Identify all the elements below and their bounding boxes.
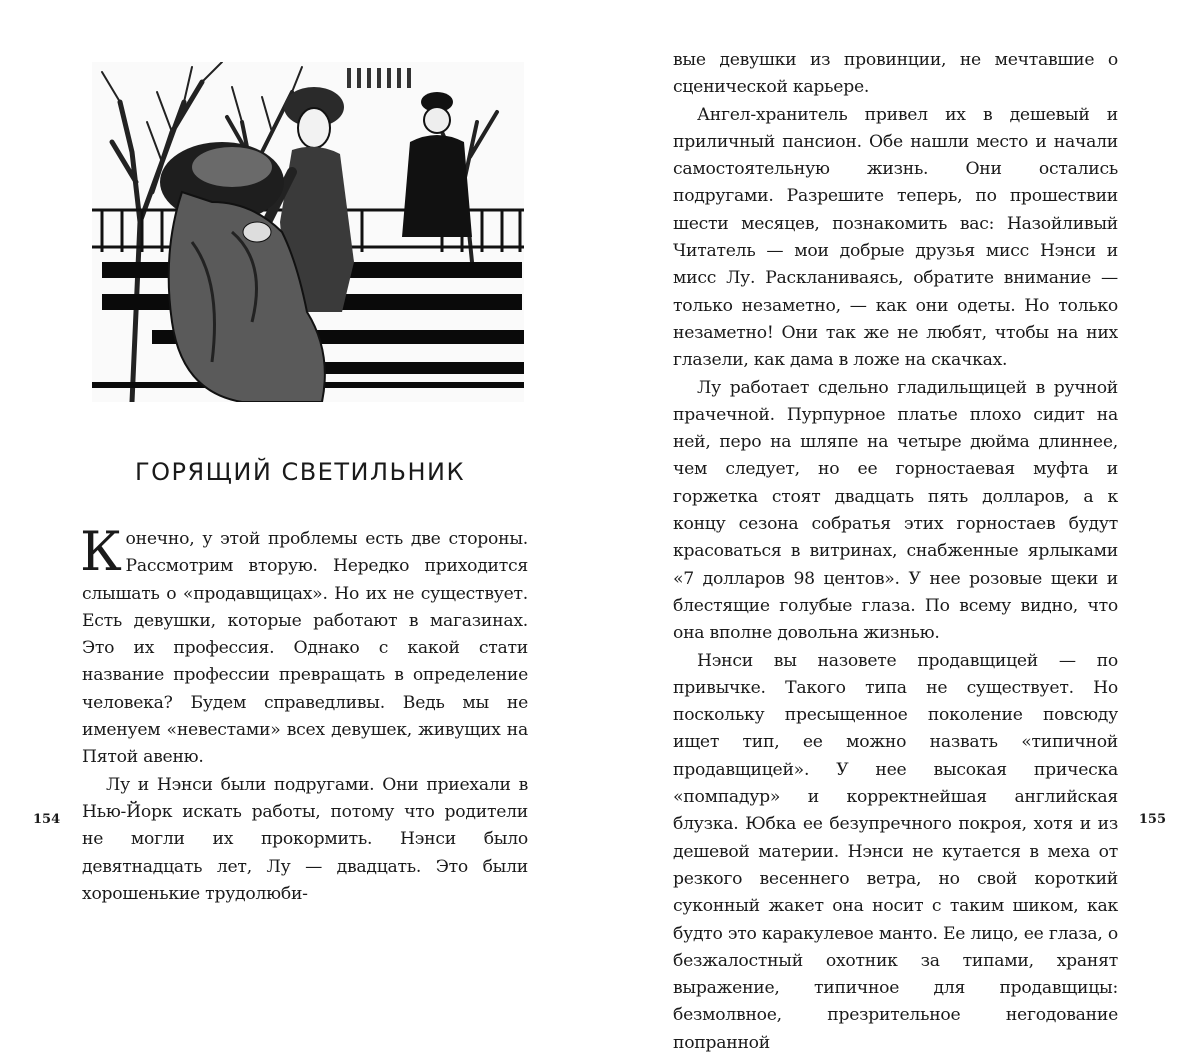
second-paragraph: Лу и Нэнси были подругами. Они приехали в Нью-Йорк искать работы, потому что родители не могли их прокормить. Нэнси было девятнадцать лет, Лу — двадцать. Это были хорошенькие трудолюби- xyxy=(82,774,528,904)
page-number-right: 155 xyxy=(1138,812,1166,827)
story-title: ГОРЯЩИЙ СВЕТИЛЬНИК xyxy=(134,458,465,486)
paragraph: Лу работает сдельно гладильщицей в ручной прачечной. Пурпурное платье плохо сидит на ней, перо на шляпе на четыре дюйма длиннее, чем следует, но ее горностаевая муфта и горжетка стоят двадцать пять долларов, а к концу сезона собратья этих горностаев будут красоваться в витринах, снабженные ярлыками «7 долларов 98 центов». У нее розовые щеки и блестящие голубые глаза. По всему видно, что она вполне довольна жизнью. xyxy=(673,377,1118,644)
paragraph: вые девушки из провинции, не мечтавшие о сценической карьере. xyxy=(673,50,1118,98)
first-paragraph xyxy=(80,520,528,772)
story-illustration xyxy=(92,62,524,402)
paragraph: Нэнси вы назовете продавщицей — по привычке. Такого типа не существует. Но поскольку пресыщенное поколение повсюду ищет тип, ее можно назвать «типичной продавщицей». У нее высокая прическа «помпадур» и корректнейшая английская блузка. Юбка ее безупречного покроя, хотя и из дешевой материи. Нэнси не кутается в меха от резкого весеннего ветра, но свой короткий суконный жакет она носит с таким шиком, как будто это каракулевое манто. Ее лицо, ее глаза, о безжалостный охотник за типами, хранят выражение, типичное для продавщицы: безмолвное, презрительное негодование попранной xyxy=(673,650,1118,1053)
right-page-text xyxy=(673,47,1118,1057)
first-paragraph-text: онечно, у этой проблемы есть две стороны. Рассмотрим вторую. Нередко приходится слышать о «продавщицах». Но их не существует. Есть девушки, которые работают в магазинах. Это их профессия. Однако с какой стати название профессии превращать в определение человека? Будем справедливы. Ведь мы не именуем «невестами» всех девушек, живущих на Пятой авеню. xyxy=(82,529,528,768)
page-number-left: 154 xyxy=(33,812,61,827)
right-page xyxy=(600,0,1200,1053)
left-page-text xyxy=(80,520,528,908)
paragraph: Ангел-хранитель привел их в дешевый и приличный пансион. Обе нашли место и начали самостоятельную жизнь. Они остались подругами. Разрешите теперь, по прошествии шести месяцев, познакомить вас: Назойливый Читатель — мои добрые друзья мисс Нэнси и мисс Лу. Раскланиваясь, обратите внимание — только незаметно, — как они одеты. Но только незаметно! Они так же не любят, чтобы на них глазели, как дама в ложе на скачках. xyxy=(673,104,1118,371)
left-page xyxy=(0,0,600,904)
drop-cap: К xyxy=(80,520,122,583)
